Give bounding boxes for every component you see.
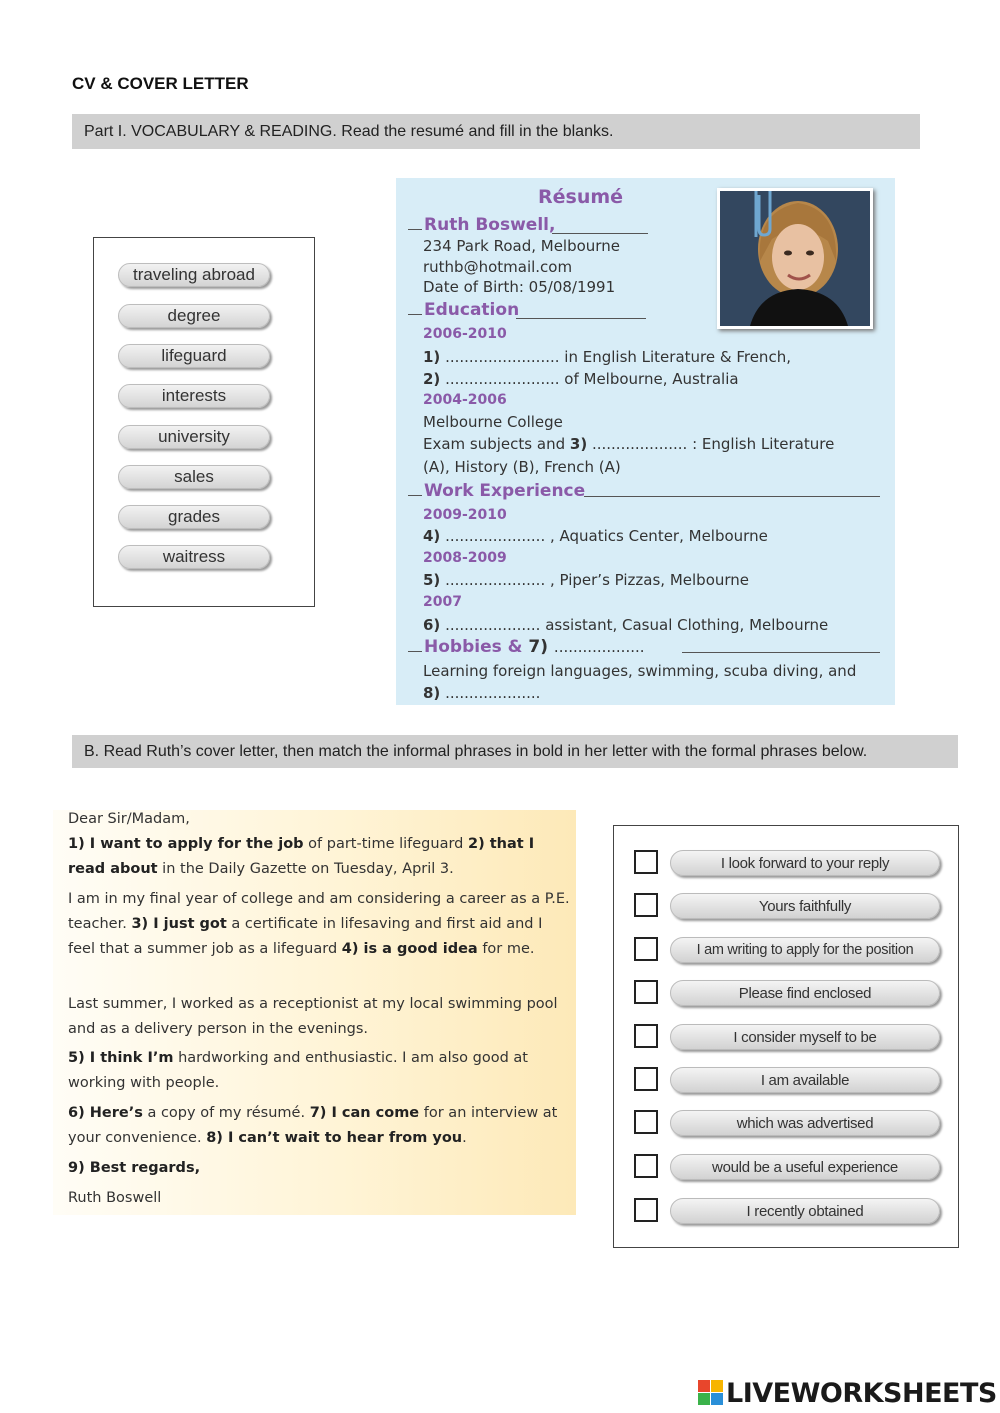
blank-7-number: 7)	[528, 637, 548, 657]
formal-phrase[interactable]: I look forward to your reply	[670, 850, 940, 876]
logo-text: LIVEWORKSHEETS	[726, 1377, 997, 1409]
rule-line	[682, 652, 880, 653]
resume-photo	[717, 188, 873, 329]
blank-6-number: 6)	[423, 616, 441, 634]
word-bank-item[interactable]: degree	[118, 304, 270, 328]
match-row	[634, 1024, 944, 1054]
formal-phrases-box	[613, 825, 959, 1248]
phrase-2: 2) that I read about	[68, 836, 535, 877]
answer-checkbox[interactable]	[634, 1154, 658, 1178]
blank-1-text[interactable]: ........................ in English Literature & French,	[445, 348, 791, 366]
work-heading	[408, 481, 585, 501]
word-bank-item[interactable]: traveling abroad	[118, 263, 270, 287]
portrait-image	[720, 191, 870, 326]
blank-4-text[interactable]: ..................... , Aquatics Center, Melbourne	[445, 527, 768, 545]
letter-paragraph-3: Last summer, I worked as a receptionist at my local swimming pool and as a delivery person in the evenings.	[68, 996, 558, 1037]
exam-pre: Exam subjects and	[423, 435, 566, 453]
answer-checkbox[interactable]	[634, 1024, 658, 1048]
letter-text: hardworking and enthusiastic. I am also good at working with people.	[68, 1050, 528, 1091]
blank-8-text[interactable]: ....................	[445, 684, 541, 702]
paperclip-icon	[748, 188, 778, 247]
blank-3	[423, 435, 834, 453]
phrase-1: 1) I want to apply for the job	[68, 836, 304, 852]
rule-line	[552, 233, 648, 234]
letter-text: a certificate in lifesaving and first aid and I feel that a summer job as a lifeguard	[68, 916, 543, 957]
match-row	[634, 937, 944, 967]
resume-panel	[396, 178, 895, 705]
phrase-8: 8) I can’t wait to hear from you	[206, 1130, 463, 1146]
phrase-7: 7) I can come	[309, 1105, 420, 1121]
letter-text: I am in my final year of college and am considering a career as a P.E. teacher.	[68, 891, 570, 932]
letter-paragraph-5	[68, 1101, 573, 1151]
blank-6-text[interactable]: .................... assistant, Casual Clothing, Melbourne	[445, 616, 829, 634]
formal-phrase[interactable]: which was advertised	[670, 1110, 940, 1136]
answer-checkbox[interactable]	[634, 1110, 658, 1134]
hobbies-text: Learning foreign languages, swimming, scuba diving, and	[423, 662, 857, 680]
resume-name	[408, 215, 555, 235]
edu-years-1: 2006-2010	[423, 326, 507, 342]
match-row	[634, 893, 944, 923]
blank-1	[423, 348, 791, 366]
work-years-3: 2007	[423, 594, 462, 610]
blank-1-number: 1)	[423, 348, 441, 366]
match-row	[634, 1198, 944, 1228]
match-row	[634, 980, 944, 1010]
letter-paragraph-1	[68, 832, 573, 882]
phrase-6: 6) Here’s	[68, 1105, 143, 1121]
cover-letter	[53, 810, 576, 1215]
letter-text: for an interview at your convenience.	[68, 1105, 558, 1146]
formal-phrase[interactable]: I am writing to apply for the position	[670, 937, 940, 963]
education-heading-text: Education	[424, 300, 520, 320]
word-bank-item[interactable]: interests	[118, 384, 270, 408]
resume-email: ruthb@hotmail.com	[423, 258, 573, 276]
exam-line-2: (A), History (B), French (A)	[423, 458, 621, 476]
partB-instruction: B. Read Ruth’s cover letter, then match the informal phrases in bold in her letter with the formal phrases below.	[72, 735, 958, 768]
answer-checkbox[interactable]	[634, 980, 658, 1004]
answer-checkbox[interactable]	[634, 850, 658, 874]
letter-paragraph-4	[68, 1046, 573, 1096]
blank-2	[423, 370, 739, 388]
formal-phrase[interactable]: I recently obtained	[670, 1198, 940, 1224]
blank-2-text[interactable]: ........................ of Melbourne, Australia	[445, 370, 739, 388]
letter-text: for me.	[477, 941, 535, 957]
part1-instruction: Part I. VOCABULARY & READING. Read the resumé and fill in the blanks.	[72, 114, 920, 149]
letter-closing: 9) Best regards,	[68, 1160, 201, 1176]
phrase-5: 5) I think I’m	[68, 1050, 174, 1066]
blank-8	[423, 684, 540, 702]
word-bank-item[interactable]: lifeguard	[118, 344, 270, 368]
letter-text: a copy of my résumé.	[142, 1105, 310, 1121]
formal-phrase[interactable]: would be a useful experience	[670, 1154, 940, 1180]
answer-checkbox[interactable]	[634, 937, 658, 961]
blank-3-text[interactable]: .................... : English Literature	[591, 435, 835, 453]
blank-4-number: 4)	[423, 527, 441, 545]
resume-heading: Résumé	[538, 186, 624, 208]
rule-line	[516, 318, 646, 319]
formal-phrase[interactable]: I consider myself to be	[670, 1024, 940, 1050]
blank-4	[423, 527, 768, 545]
answer-checkbox[interactable]	[634, 1198, 658, 1222]
word-bank-item[interactable]: university	[118, 425, 270, 449]
letter-signature: Ruth Boswell	[68, 1190, 162, 1206]
hobbies-heading-text: Hobbies &	[424, 637, 523, 657]
match-row	[634, 1067, 944, 1097]
blank-8-number: 8)	[423, 684, 441, 702]
phrase-4: 4) is a good idea	[341, 941, 478, 957]
match-row	[634, 1110, 944, 1140]
word-bank-item[interactable]: waitress	[118, 545, 270, 569]
letter-text: in the Daily Gazette on Tuesday, April 3.	[157, 861, 454, 877]
letter-greeting: Dear Sir/Madam,	[68, 811, 190, 827]
word-bank-item[interactable]: grades	[118, 505, 270, 529]
page-title: CV & COVER LETTER	[72, 74, 249, 93]
blank-5-number: 5)	[423, 571, 441, 589]
resume-name-text: Ruth Boswell,	[424, 215, 556, 235]
word-bank-item[interactable]: sales	[118, 465, 270, 489]
formal-phrase[interactable]: I am available	[670, 1067, 940, 1093]
word-bank	[93, 237, 315, 607]
logo-mark-icon	[698, 1380, 724, 1406]
hobbies-heading	[408, 637, 645, 657]
blank-5	[423, 571, 749, 589]
phrase-3: 3) I just got	[131, 916, 227, 932]
formal-phrase[interactable]: Please find enclosed	[670, 980, 940, 1006]
letter-text: of part-time lifeguard	[303, 836, 468, 852]
education-heading	[408, 300, 519, 320]
blank-5-text[interactable]: ..................... , Piper’s Pizzas, Melbourne	[445, 571, 750, 589]
blank-6	[423, 616, 828, 634]
letter-text: .	[462, 1130, 467, 1146]
resume-address: 234 Park Road, Melbourne	[423, 237, 620, 255]
work-years-1: 2009-2010	[423, 507, 507, 523]
blank-2-number: 2)	[423, 370, 441, 388]
rule-line	[584, 496, 880, 497]
resume-college: Melbourne College	[423, 413, 563, 431]
letter-paragraph-2	[68, 887, 573, 962]
match-row	[634, 1154, 944, 1184]
work-years-2: 2008-2009	[423, 550, 507, 566]
answer-checkbox[interactable]	[634, 893, 658, 917]
formal-phrase[interactable]: Yours faithfully	[670, 893, 940, 919]
blank-3-number: 3)	[569, 435, 588, 453]
edu-years-2: 2004-2006	[423, 392, 507, 408]
work-heading-text: Work Experience	[424, 481, 586, 501]
resume-dob: Date of Birth: 05/08/1991	[423, 278, 616, 296]
liveworksheets-logo	[698, 1378, 997, 1408]
blank-7-text[interactable]: ...................	[553, 638, 645, 656]
answer-checkbox[interactable]	[634, 1067, 658, 1091]
match-row	[634, 850, 944, 880]
